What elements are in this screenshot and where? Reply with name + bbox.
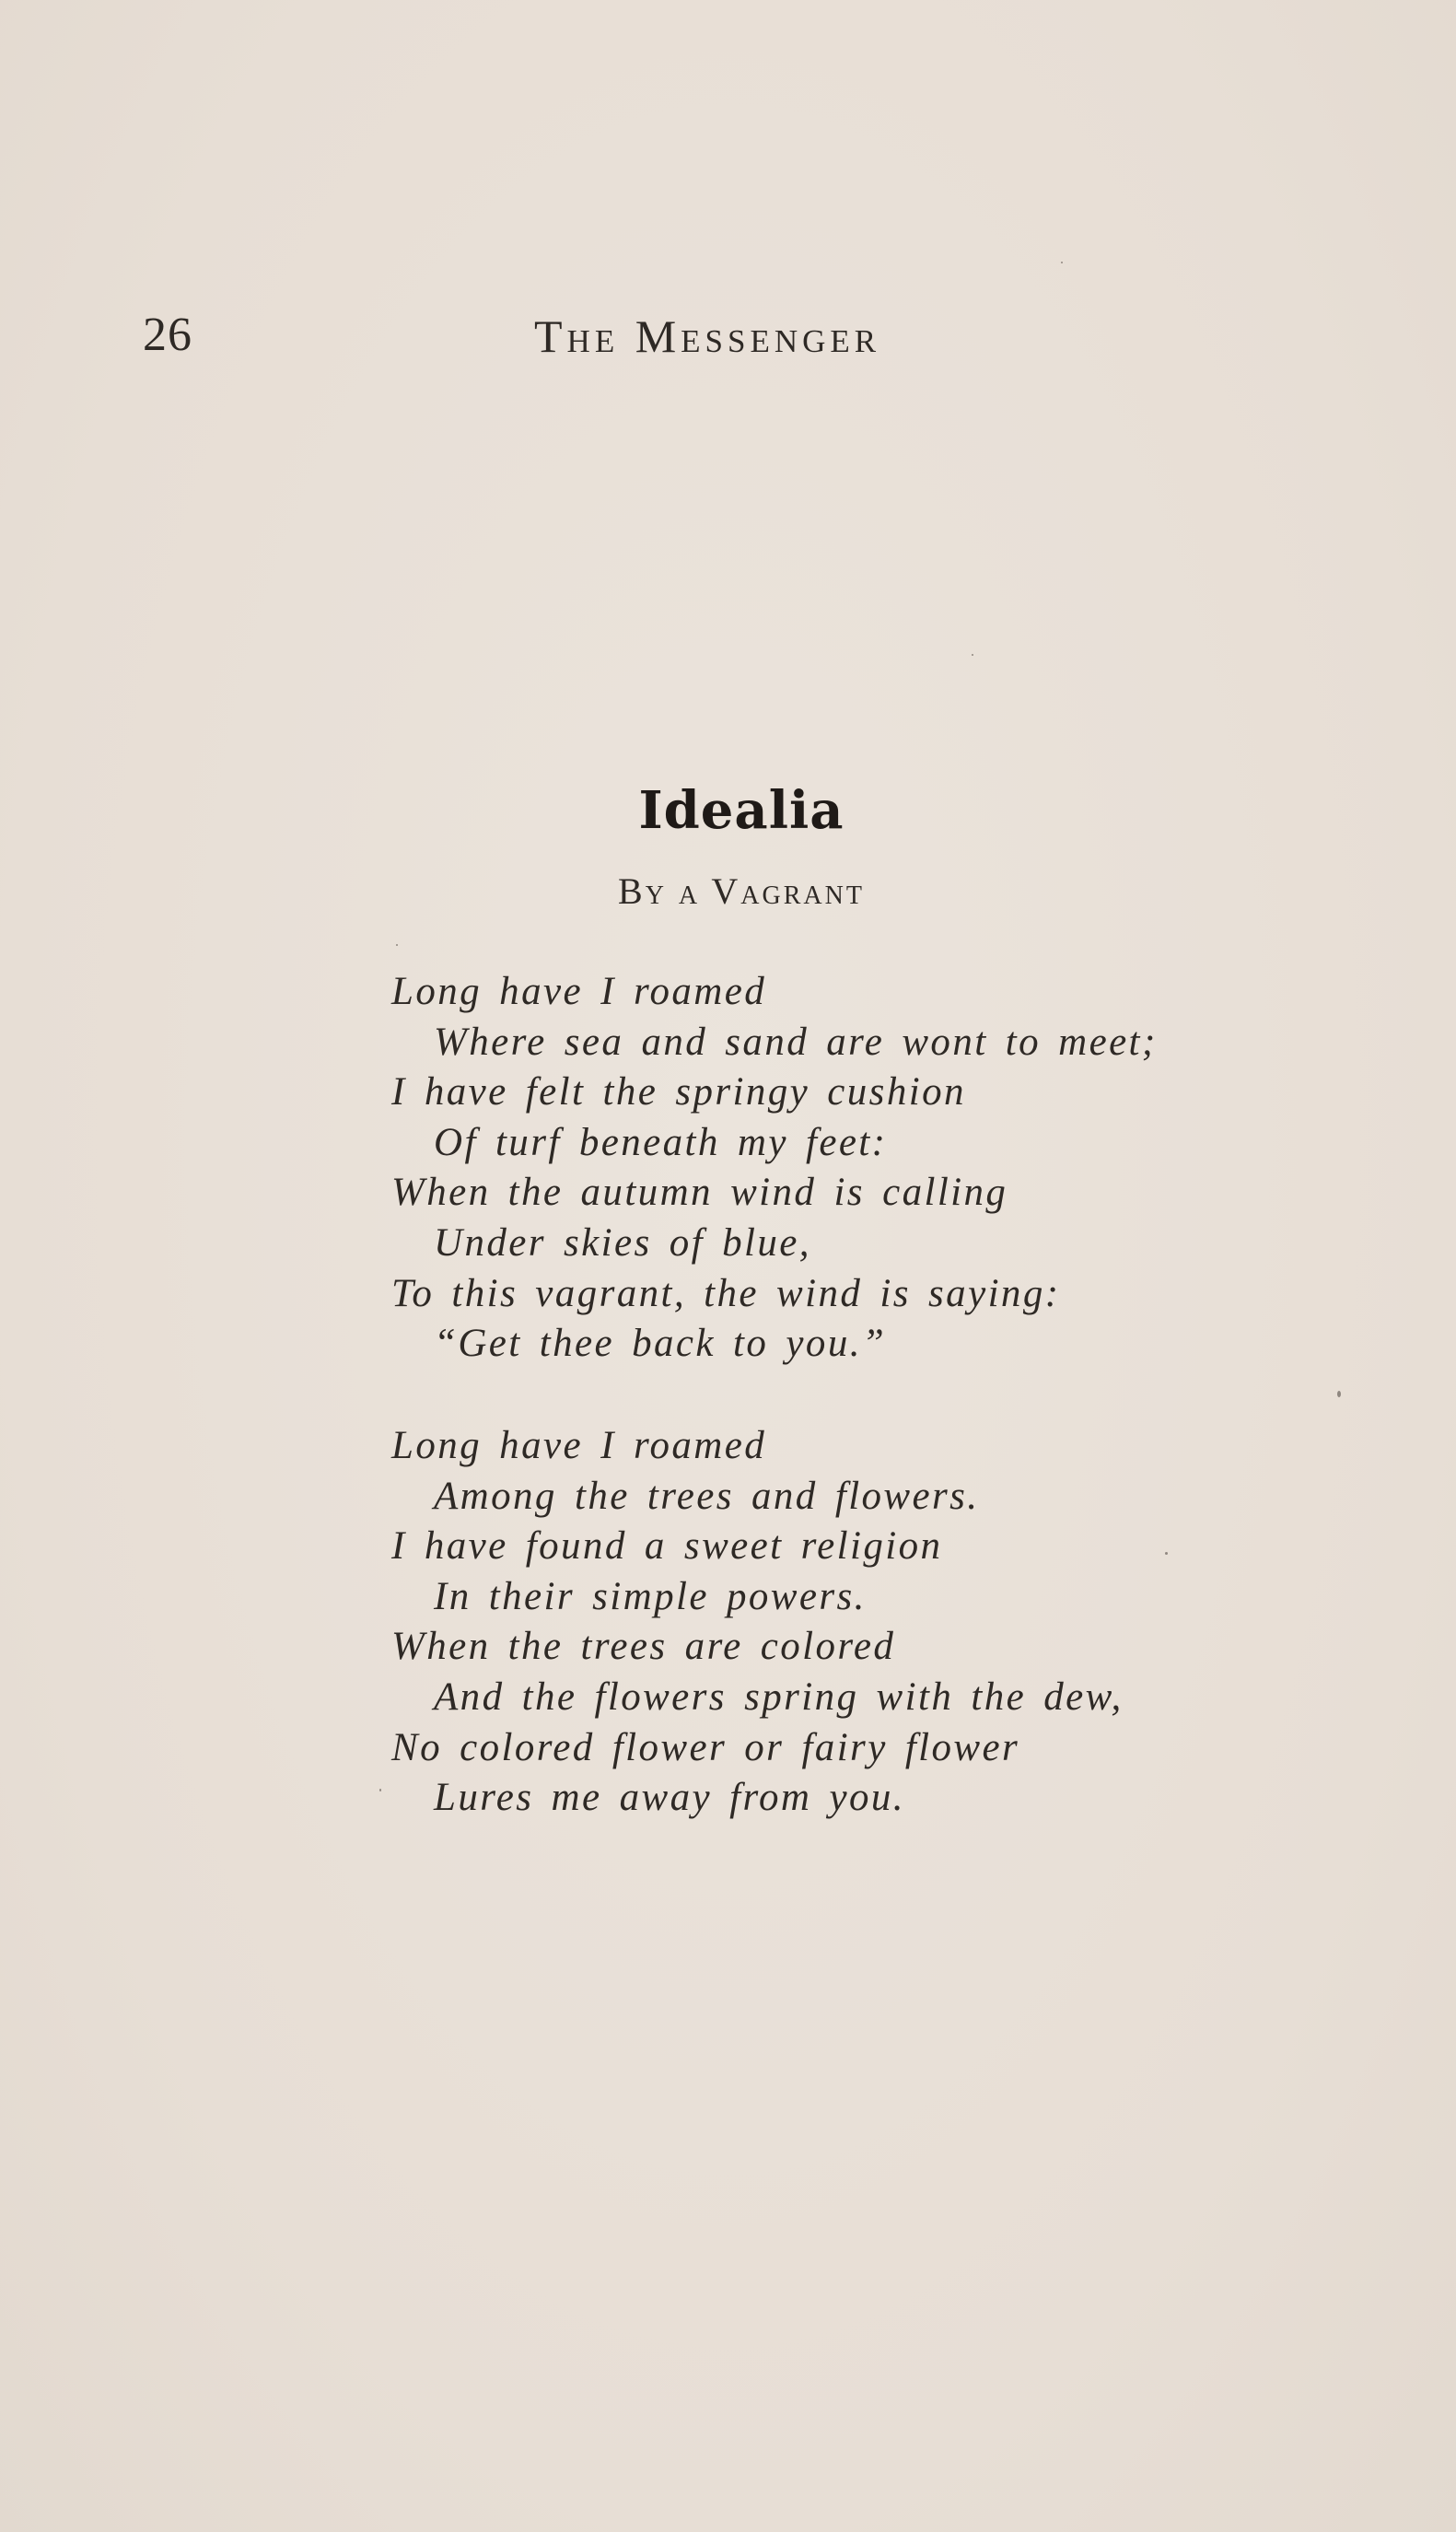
paper-speck [1337, 1391, 1341, 1397]
paper-speck [379, 1789, 381, 1791]
poem-line: No colored flower or fairy flower [391, 1725, 1020, 1769]
poem-line: “Get thee back to you.” [434, 1322, 887, 1366]
poem-line: Long have I roamed [391, 1424, 767, 1467]
page-number: 26 [143, 309, 192, 361]
poem-line: Of turf beneath my feet: [434, 1120, 888, 1164]
poem-line: Long have I roamed [391, 970, 767, 1013]
running-head: The Messenger [534, 310, 881, 362]
paper-speck [1061, 262, 1063, 263]
poem-line: When the trees are colored [391, 1625, 896, 1669]
paper-speck [396, 944, 398, 946]
poem-line: I have found a sweet religion [391, 1524, 943, 1569]
poem-line: And the flowers spring with the dew, [434, 1674, 1124, 1719]
poem-line: Lures me away from you. [434, 1776, 905, 1820]
poem-line: Among the trees and flowers. [434, 1474, 980, 1518]
stanza-2 [391, 1421, 1312, 1824]
paper-speck [972, 654, 973, 656]
poem-line: To this vagrant, the wind is saying: [391, 1271, 1061, 1315]
poem-line: Where sea and sand are wont to meet; [434, 1020, 1158, 1064]
poem-line: When the autumn wind is calling [391, 1171, 1008, 1215]
poem-line: I have felt the springy cushion [391, 1070, 966, 1114]
poem-byline: By a Vagrant [618, 870, 865, 912]
poem-line: In their simple powers. [434, 1574, 867, 1618]
poem-title: Idealia [638, 780, 844, 841]
poem-line: Under skies of blue, [434, 1220, 811, 1265]
paper-speck [1165, 1552, 1168, 1555]
stanza-1 [391, 967, 1312, 1370]
